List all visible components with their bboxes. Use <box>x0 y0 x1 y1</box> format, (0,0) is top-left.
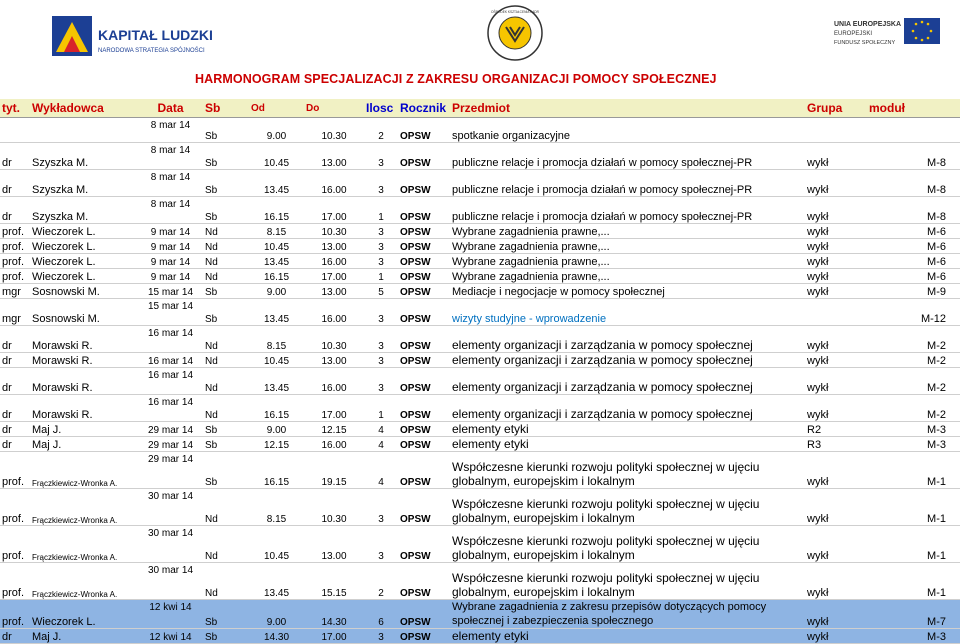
cell-day: Nd <box>203 489 249 526</box>
cell-lecturer: Frączkiewicz-Wronka A. <box>30 489 138 526</box>
table-row <box>0 600 960 629</box>
cell-day: Nd <box>203 526 249 563</box>
cell-subject: Wybrane zagadnienia z zakresu przepisów dotyczących pomocy społecznej i zabezpieczenia społecznego <box>450 600 805 629</box>
cell-tyt: prof. <box>0 239 30 254</box>
table-row <box>0 422 960 437</box>
cell-date: 8 mar 14 <box>138 118 203 143</box>
cell-module: M-2 <box>867 395 960 422</box>
cell-tyt: dr <box>0 197 30 224</box>
cell-date: 15 mar 14 <box>138 284 203 299</box>
table-row <box>0 437 960 452</box>
cell-tyt: dr <box>0 368 30 395</box>
cell-tyt: mgr <box>0 299 30 326</box>
cell-year: OPSW <box>398 452 450 489</box>
cell-subject: publiczne relacje i promocja działań w pomocy społecznej-PR <box>450 143 805 170</box>
cell-subject: elementy organizacji i zarządzania w pomocy społecznej <box>450 395 805 422</box>
cell-subject: Współczesne kierunki rozwoju polityki społecznej w ujęciu globalnym, europejskim i lokalnym <box>450 452 805 489</box>
cell-tyt: dr <box>0 353 30 368</box>
cell-module: M-8 <box>867 170 960 197</box>
cell-lecturer: Frączkiewicz-Wronka A. <box>30 563 138 600</box>
table-row <box>0 170 960 197</box>
cell-tyt: dr <box>0 170 30 197</box>
column-header-wykladowca: Wykładowca <box>30 99 138 118</box>
cell-year: OPSW <box>398 170 450 197</box>
column-header-do: Do <box>304 99 364 118</box>
cell-group: wykł <box>805 197 867 224</box>
cell-module: M-6 <box>867 239 960 254</box>
cell-to: 10.30 <box>304 224 364 239</box>
table-row <box>0 563 960 600</box>
cell-lecturer: Szyszka M. <box>30 197 138 224</box>
cell-group: wykł <box>805 563 867 600</box>
cell-module: M-6 <box>867 224 960 239</box>
cell-module: M-9 <box>867 284 960 299</box>
cell-year: OPSW <box>398 368 450 395</box>
cell-module: M-8 <box>867 143 960 170</box>
cell-tyt: prof. <box>0 489 30 526</box>
cell-year: OPSW <box>398 224 450 239</box>
cell-tyt: prof. <box>0 563 30 600</box>
cell-date: 16 mar 14 <box>138 353 203 368</box>
cell-to: 13.00 <box>304 353 364 368</box>
table-row <box>0 197 960 224</box>
cell-date: 29 mar 14 <box>138 422 203 437</box>
cell-tyt: dr <box>0 395 30 422</box>
cell-lecturer: Wieczorek L. <box>30 269 138 284</box>
cell-from: 13.45 <box>249 254 304 269</box>
logo-left-sub: NARODOWA STRATEGIA SPÓJNOŚCI <box>98 48 205 54</box>
cell-from: 16.15 <box>249 197 304 224</box>
cell-to: 13.00 <box>304 284 364 299</box>
cell-from: 8.15 <box>249 489 304 526</box>
logo-center-text: OŚRODEK KSZTAŁCENIA KADR <box>491 10 539 14</box>
cell-date: 30 mar 14 <box>138 563 203 600</box>
cell-day: Sb <box>203 437 249 452</box>
cell-subject: Współczesne kierunki rozwoju polityki społecznej w ujęciu globalnym, europejskim i lokalnym <box>450 563 805 600</box>
cell-lecturer: Maj J. <box>30 629 138 644</box>
cell-year: OPSW <box>398 143 450 170</box>
cell-lecturer: Szyszka M. <box>30 170 138 197</box>
cell-year: OPSW <box>398 284 450 299</box>
cell-from: 8.15 <box>249 224 304 239</box>
cell-from: 10.45 <box>249 526 304 563</box>
cell-year: OPSW <box>398 269 450 284</box>
page-title: HARMONOGRAM SPECJALIZACJI Z ZAKRESU ORGANIZACJI POMOCY SPOŁECZNEJ <box>195 72 717 86</box>
cell-day: Sb <box>203 197 249 224</box>
cell-group <box>805 299 867 326</box>
cell-module: M-2 <box>867 353 960 368</box>
cell-group: wykł <box>805 170 867 197</box>
table-row <box>0 353 960 368</box>
cell-date: 9 mar 14 <box>138 224 203 239</box>
cell-year: OPSW <box>398 254 450 269</box>
cell-module: M-3 <box>867 422 960 437</box>
cell-lecturer: Morawski R. <box>30 395 138 422</box>
cell-tyt <box>0 118 30 143</box>
cell-tyt: dr <box>0 422 30 437</box>
cell-module: M-1 <box>867 563 960 600</box>
cell-year: OPSW <box>398 395 450 422</box>
cell-lecturer: Sosnowski M. <box>30 299 138 326</box>
cell-to: 16.00 <box>304 368 364 395</box>
cell-subject: Wybrane zagadnienia prawne,... <box>450 254 805 269</box>
cell-from: 9.00 <box>249 600 304 629</box>
cell-module: M-3 <box>867 437 960 452</box>
cell-to: 17.00 <box>304 197 364 224</box>
cell-date: 8 mar 14 <box>138 170 203 197</box>
cell-day: Sb <box>203 118 249 143</box>
cell-subject: publiczne relacje i promocja działań w pomocy społecznej-PR <box>450 197 805 224</box>
cell-to: 17.00 <box>304 629 364 644</box>
logo-right-line-2: EUROPEJSKI <box>834 31 873 37</box>
cell-date: 16 mar 14 <box>138 326 203 353</box>
cell-day: Nd <box>203 563 249 600</box>
cell-to: 14.30 <box>304 600 364 629</box>
cell-from: 9.00 <box>249 118 304 143</box>
cell-lecturer: Morawski R. <box>30 326 138 353</box>
cell-subject: Wybrane zagadnienia prawne,... <box>450 224 805 239</box>
cell-hours: 3 <box>364 353 398 368</box>
cell-date: 29 mar 14 <box>138 452 203 489</box>
cell-to: 13.00 <box>304 526 364 563</box>
cell-day: Nd <box>203 353 249 368</box>
cell-subject: Współczesne kierunki rozwoju polityki społecznej w ujęciu globalnym, europejskim i lokalnym <box>450 489 805 526</box>
cell-from: 14.30 <box>249 629 304 644</box>
cell-date: 16 mar 14 <box>138 395 203 422</box>
cell-tyt: dr <box>0 326 30 353</box>
table-row <box>0 239 960 254</box>
logo-right-line-3: FUNDUSZ SPOŁECZNY <box>834 40 896 46</box>
cell-date: 9 mar 14 <box>138 269 203 284</box>
cell-module: M-1 <box>867 489 960 526</box>
cell-group: wykł <box>805 269 867 284</box>
table-row <box>0 299 960 326</box>
cell-hours: 4 <box>364 422 398 437</box>
cell-hours: 2 <box>364 563 398 600</box>
cell-to: 19.15 <box>304 452 364 489</box>
cell-date: 15 mar 14 <box>138 299 203 326</box>
cell-year: OPSW <box>398 422 450 437</box>
cell-lecturer: Morawski R. <box>30 368 138 395</box>
column-header-ilosc: Ilosc <box>364 99 398 118</box>
cell-day: Sb <box>203 452 249 489</box>
table-row <box>0 368 960 395</box>
cell-group: wykł <box>805 368 867 395</box>
cell-to: 10.30 <box>304 489 364 526</box>
cell-date: 12 kwi 14 <box>138 629 203 644</box>
cell-subject: elementy etyki <box>450 437 805 452</box>
cell-date: 9 mar 14 <box>138 239 203 254</box>
cell-subject: spotkanie organizacyjne <box>450 118 805 143</box>
cell-day: Nd <box>203 326 249 353</box>
cell-to: 12.15 <box>304 422 364 437</box>
table-header-row <box>0 99 960 118</box>
cell-lecturer: Maj J. <box>30 437 138 452</box>
cell-lecturer: Morawski R. <box>30 353 138 368</box>
cell-hours: 3 <box>364 170 398 197</box>
cell-tyt: prof. <box>0 254 30 269</box>
cell-from: 13.45 <box>249 368 304 395</box>
table-row <box>0 224 960 239</box>
osrodek-logo <box>486 4 544 62</box>
cell-lecturer: Frączkiewicz-Wronka A. <box>30 526 138 563</box>
cell-to: 13.00 <box>304 239 364 254</box>
cell-day: Nd <box>203 254 249 269</box>
cell-group: wykł <box>805 353 867 368</box>
cell-from: 16.15 <box>249 452 304 489</box>
cell-subject: publiczne relacje i promocja działań w pomocy społecznej-PR <box>450 170 805 197</box>
cell-year: OPSW <box>398 600 450 629</box>
table-row <box>0 452 960 489</box>
cell-group: wykł <box>805 143 867 170</box>
cell-day: Sb <box>203 600 249 629</box>
cell-subject: Mediacje i negocjacje w pomocy społecznej <box>450 284 805 299</box>
cell-module: M-12 <box>867 299 960 326</box>
column-header-przedmiot: Przedmiot <box>450 99 805 118</box>
cell-group: wykł <box>805 600 867 629</box>
cell-date: 8 mar 14 <box>138 143 203 170</box>
table-row <box>0 269 960 284</box>
cell-to: 17.00 <box>304 269 364 284</box>
cell-day: Sb <box>203 284 249 299</box>
cell-module <box>867 118 960 143</box>
cell-hours: 3 <box>364 368 398 395</box>
cell-tyt: dr <box>0 437 30 452</box>
cell-hours: 6 <box>364 600 398 629</box>
cell-module: M-7 <box>867 600 960 629</box>
cell-hours: 2 <box>364 118 398 143</box>
cell-group: wykł <box>805 395 867 422</box>
unia-europejska-logo <box>832 12 942 62</box>
cell-hours: 3 <box>364 489 398 526</box>
cell-date: 12 kwi 14 <box>138 600 203 629</box>
column-header-od: Od <box>249 99 304 118</box>
cell-day: Sb <box>203 170 249 197</box>
cell-module: M-6 <box>867 269 960 284</box>
cell-year: OPSW <box>398 239 450 254</box>
cell-date: 16 mar 14 <box>138 368 203 395</box>
cell-day: Sb <box>203 143 249 170</box>
cell-module: M-2 <box>867 326 960 353</box>
cell-year: OPSW <box>398 489 450 526</box>
logo-left-text: KAPITAŁ LUDZKI <box>98 27 213 43</box>
logo-right-line-1: UNIA EUROPEJSKA <box>834 21 902 28</box>
cell-date: 29 mar 14 <box>138 437 203 452</box>
cell-lecturer: Wieczorek L. <box>30 254 138 269</box>
cell-group: wykł <box>805 239 867 254</box>
cell-tyt: dr <box>0 143 30 170</box>
cell-hours: 3 <box>364 299 398 326</box>
table-row <box>0 629 960 644</box>
cell-subject: wizyty studyjne - wprowadzenie <box>450 299 805 326</box>
cell-module: M-2 <box>867 368 960 395</box>
cell-subject: Wybrane zagadnienia prawne,... <box>450 239 805 254</box>
cell-subject: elementy etyki <box>450 629 805 644</box>
cell-from: 13.45 <box>249 563 304 600</box>
table-row <box>0 284 960 299</box>
cell-to: 16.00 <box>304 299 364 326</box>
cell-to: 15.15 <box>304 563 364 600</box>
logos-bar <box>0 0 960 70</box>
cell-day: Sb <box>203 629 249 644</box>
cell-year: OPSW <box>398 118 450 143</box>
cell-tyt: mgr <box>0 284 30 299</box>
table-row <box>0 326 960 353</box>
cell-year: OPSW <box>398 326 450 353</box>
table-row <box>0 526 960 563</box>
cell-hours: 1 <box>364 395 398 422</box>
cell-to: 10.30 <box>304 118 364 143</box>
cell-from: 12.15 <box>249 437 304 452</box>
cell-year: OPSW <box>398 526 450 563</box>
cell-group <box>805 118 867 143</box>
cell-day: Nd <box>203 224 249 239</box>
cell-hours: 4 <box>364 437 398 452</box>
cell-hours: 3 <box>364 526 398 563</box>
cell-year: OPSW <box>398 299 450 326</box>
cell-to: 13.00 <box>304 143 364 170</box>
cell-to: 17.00 <box>304 395 364 422</box>
cell-day: Nd <box>203 368 249 395</box>
cell-year: OPSW <box>398 197 450 224</box>
cell-subject: Współczesne kierunki rozwoju polityki społecznej w ujęciu globalnym, europejskim i lokalnym <box>450 526 805 563</box>
cell-lecturer: Maj J. <box>30 422 138 437</box>
cell-group: wykł <box>805 326 867 353</box>
cell-group: R2 <box>805 422 867 437</box>
cell-date: 8 mar 14 <box>138 197 203 224</box>
cell-lecturer: Wieczorek L. <box>30 224 138 239</box>
cell-module: M-1 <box>867 452 960 489</box>
table-row <box>0 254 960 269</box>
cell-group: wykł <box>805 452 867 489</box>
cell-tyt: dr <box>0 629 30 644</box>
table-row <box>0 118 960 143</box>
cell-from: 16.15 <box>249 395 304 422</box>
cell-day: Nd <box>203 239 249 254</box>
cell-group: wykł <box>805 284 867 299</box>
cell-from: 10.45 <box>249 353 304 368</box>
table-row <box>0 395 960 422</box>
cell-tyt: prof. <box>0 452 30 489</box>
cell-lecturer: Szyszka M. <box>30 143 138 170</box>
cell-day: Sb <box>203 422 249 437</box>
cell-from: 10.45 <box>249 239 304 254</box>
kapital-ludzki-logo <box>50 12 240 64</box>
cell-tyt: prof. <box>0 600 30 629</box>
cell-to: 16.00 <box>304 170 364 197</box>
cell-from: 13.45 <box>249 299 304 326</box>
cell-hours: 3 <box>364 326 398 353</box>
cell-tyt: prof. <box>0 224 30 239</box>
cell-lecturer: Wieczorek L. <box>30 239 138 254</box>
cell-from: 9.00 <box>249 284 304 299</box>
column-header-grupa: Grupa <box>805 99 867 118</box>
cell-group: R3 <box>805 437 867 452</box>
column-header-rocznik: Rocznik <box>398 99 450 118</box>
cell-from: 16.15 <box>249 269 304 284</box>
cell-hours: 3 <box>364 629 398 644</box>
table-row <box>0 143 960 170</box>
schedule-table <box>0 99 960 644</box>
cell-module: M-6 <box>867 254 960 269</box>
cell-subject: elementy organizacji i zarządzania w pomocy społecznej <box>450 368 805 395</box>
cell-to: 10.30 <box>304 326 364 353</box>
cell-hours: 1 <box>364 197 398 224</box>
cell-tyt: prof. <box>0 269 30 284</box>
cell-from: 9.00 <box>249 422 304 437</box>
cell-hours: 3 <box>364 224 398 239</box>
cell-from: 13.45 <box>249 170 304 197</box>
cell-group: wykł <box>805 489 867 526</box>
cell-lecturer <box>30 118 138 143</box>
cell-from: 8.15 <box>249 326 304 353</box>
cell-module: M-1 <box>867 526 960 563</box>
cell-module: M-3 <box>867 629 960 644</box>
cell-subject: elementy organizacji i zarządzania w pomocy społecznej <box>450 326 805 353</box>
cell-subject: elementy organizacji i zarządzania w pomocy społecznej <box>450 353 805 368</box>
cell-tyt: prof. <box>0 526 30 563</box>
cell-group: wykł <box>805 224 867 239</box>
column-header-data: Data <box>138 99 203 118</box>
column-header-modul: moduł <box>867 99 960 118</box>
cell-subject: Wybrane zagadnienia prawne,... <box>450 269 805 284</box>
cell-from: 10.45 <box>249 143 304 170</box>
cell-hours: 1 <box>364 269 398 284</box>
cell-module: M-8 <box>867 197 960 224</box>
cell-hours: 3 <box>364 239 398 254</box>
cell-hours: 3 <box>364 254 398 269</box>
cell-subject: elementy etyki <box>450 422 805 437</box>
cell-year: OPSW <box>398 353 450 368</box>
cell-date: 30 mar 14 <box>138 489 203 526</box>
cell-lecturer: Frączkiewicz-Wronka A. <box>30 452 138 489</box>
cell-to: 16.00 <box>304 437 364 452</box>
cell-hours: 5 <box>364 284 398 299</box>
cell-hours: 3 <box>364 143 398 170</box>
cell-date: 9 mar 14 <box>138 254 203 269</box>
cell-group: wykł <box>805 526 867 563</box>
cell-to: 16.00 <box>304 254 364 269</box>
column-header-tyt: tyt. <box>0 99 30 118</box>
cell-date: 30 mar 14 <box>138 526 203 563</box>
cell-lecturer: Wieczorek L. <box>30 600 138 629</box>
table-row <box>0 489 960 526</box>
cell-day: Sb <box>203 299 249 326</box>
cell-year: OPSW <box>398 437 450 452</box>
cell-year: OPSW <box>398 563 450 600</box>
cell-lecturer: Sosnowski M. <box>30 284 138 299</box>
cell-group: wykł <box>805 254 867 269</box>
cell-group: wykł <box>805 629 867 644</box>
cell-day: Nd <box>203 395 249 422</box>
cell-year: OPSW <box>398 629 450 644</box>
column-header-sb: Sb <box>203 99 249 118</box>
cell-day: Nd <box>203 269 249 284</box>
cell-hours: 4 <box>364 452 398 489</box>
